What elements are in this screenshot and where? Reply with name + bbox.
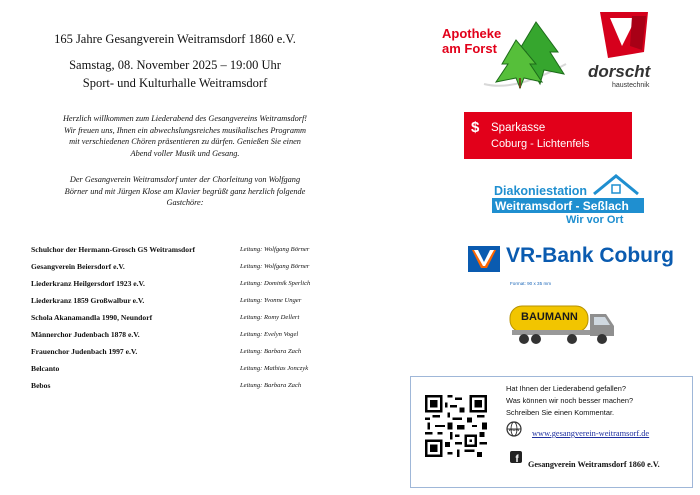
diakonie-logo	[490, 172, 655, 230]
qr-code[interactable]	[425, 395, 487, 457]
intro-line: Abend voller Musik und Gesang.	[130, 148, 240, 158]
choir-name: Frauenchor Judenbach 1997 e.V.	[31, 347, 138, 356]
choir-name: Männerchor Judenbach 1878 e.V.	[31, 330, 140, 339]
feedback-line: Schreiben Sie einen Kommentar.	[506, 408, 615, 417]
feedback-line: Hat Ihnen der Liederabend gefallen?	[506, 384, 626, 393]
choir-leader: Leitung: Evelyn Vogel	[240, 331, 299, 338]
diakonie-line2: Weitramsdorf - Seßlach	[495, 199, 629, 213]
apotheke-line: am Forst	[442, 41, 497, 56]
facebook-icon[interactable]	[510, 451, 522, 463]
dorscht-sub: haustechnik	[612, 82, 650, 89]
choir-leader: Leitung: Wolfgang Börner	[240, 263, 310, 270]
baumann-logo	[506, 300, 618, 348]
intro-paragraph-1	[30, 113, 340, 159]
vrbank-logo	[466, 242, 676, 292]
baumann-name: BAUMANN	[521, 311, 578, 323]
choir-name: Schola Akanamandla 1990, Neundorf	[31, 313, 153, 322]
diakonie-line1: Diakoniestation	[494, 184, 588, 198]
intro-line: Wir freuen uns, Ihnen ein abwechslungsreiches musikalisches Programm	[64, 125, 306, 135]
diakonie-line3: Wir vor Ort	[566, 214, 624, 226]
choir-leader: Leitung: Wolfgang Börner	[240, 246, 310, 253]
sparkasse-logo	[464, 112, 632, 159]
svg-text:f: f	[515, 454, 519, 463]
intro-line: Herzlich willkommen zum Liederabend des Gesangvereins Weitramsdorf!	[62, 114, 308, 123]
apotheke-logo	[440, 18, 570, 90]
event-venue: Sport- und Kulturhalle Weitramsdorf	[82, 76, 268, 90]
choir-name: Bebos	[31, 381, 51, 390]
dorscht-mark-icon	[600, 12, 650, 60]
website-link[interactable]: www.gesangverein-weitramsorf.de	[532, 429, 650, 438]
vrbank-format: Format: 90 x 35 mm	[510, 281, 552, 286]
svg-text:www: www	[508, 427, 520, 432]
intro-paragraph-2	[30, 174, 340, 209]
intro-line: mit verschiedenen Chören präsentieren zu dürfen. Genießen Sie einen	[69, 137, 301, 147]
choir-name: Liederkranz 1859 Großwalbur e.V.	[31, 296, 145, 305]
event-title: 165 Jahre Gesangverein Weitramsdorf 1860 e.V.	[54, 32, 296, 46]
sparkasse-s-icon: $	[471, 119, 480, 136]
choir-leader: Leitung: Romy Dellert	[240, 314, 300, 321]
choir-name: Schulchor der Hermann-Grosch GS Weitramsdorf	[31, 245, 195, 254]
sparkasse-region: Coburg - Lichtenfels	[491, 138, 590, 150]
choir-leader: Leitung: Dominik Sperlich	[240, 280, 311, 287]
event-date: Samstag, 08. November 2025 – 19:00 Uhr	[69, 58, 281, 72]
sparkasse-name: Sparkasse	[491, 122, 546, 134]
vrbank-name: VR-Bank Coburg	[506, 244, 674, 267]
intro-line: Börner und mit Jürgen Klose am Klavier begrüßt ganz herzlich folgende	[64, 186, 306, 196]
facebook-page-name[interactable]: Gesangverein Weitramsdorf 1860 e.V.	[528, 460, 660, 469]
vrbank-mark-icon	[468, 246, 500, 272]
choir-name: Gesangverein Beiersdorf e.V.	[31, 262, 125, 271]
apotheke-line: Apotheke	[442, 26, 502, 41]
choir-leader: Leitung: Mathias Jonczyk	[240, 365, 309, 372]
dorscht-logo	[588, 12, 668, 98]
dorscht-name: dorscht	[588, 62, 651, 81]
choir-name: Liederkranz Heilgersdorf 1923 e.V.	[31, 279, 145, 288]
truck-icon	[506, 300, 618, 348]
intro-line: Gastchöre:	[166, 198, 204, 208]
choir-leader: Leitung: Yvonne Unger	[240, 297, 302, 304]
choir-name: Belcanto	[31, 364, 60, 373]
feedback-line: Was können wir noch besser machen?	[506, 396, 634, 405]
choir-leader: Leitung: Barbara Zach	[240, 348, 302, 355]
intro-line: Der Gesangverein Weitramsdorf unter der Chorleitung von Wolfgang	[69, 175, 301, 184]
choir-leader: Leitung: Barbara Zach	[240, 382, 302, 389]
globe-icon	[506, 421, 522, 437]
